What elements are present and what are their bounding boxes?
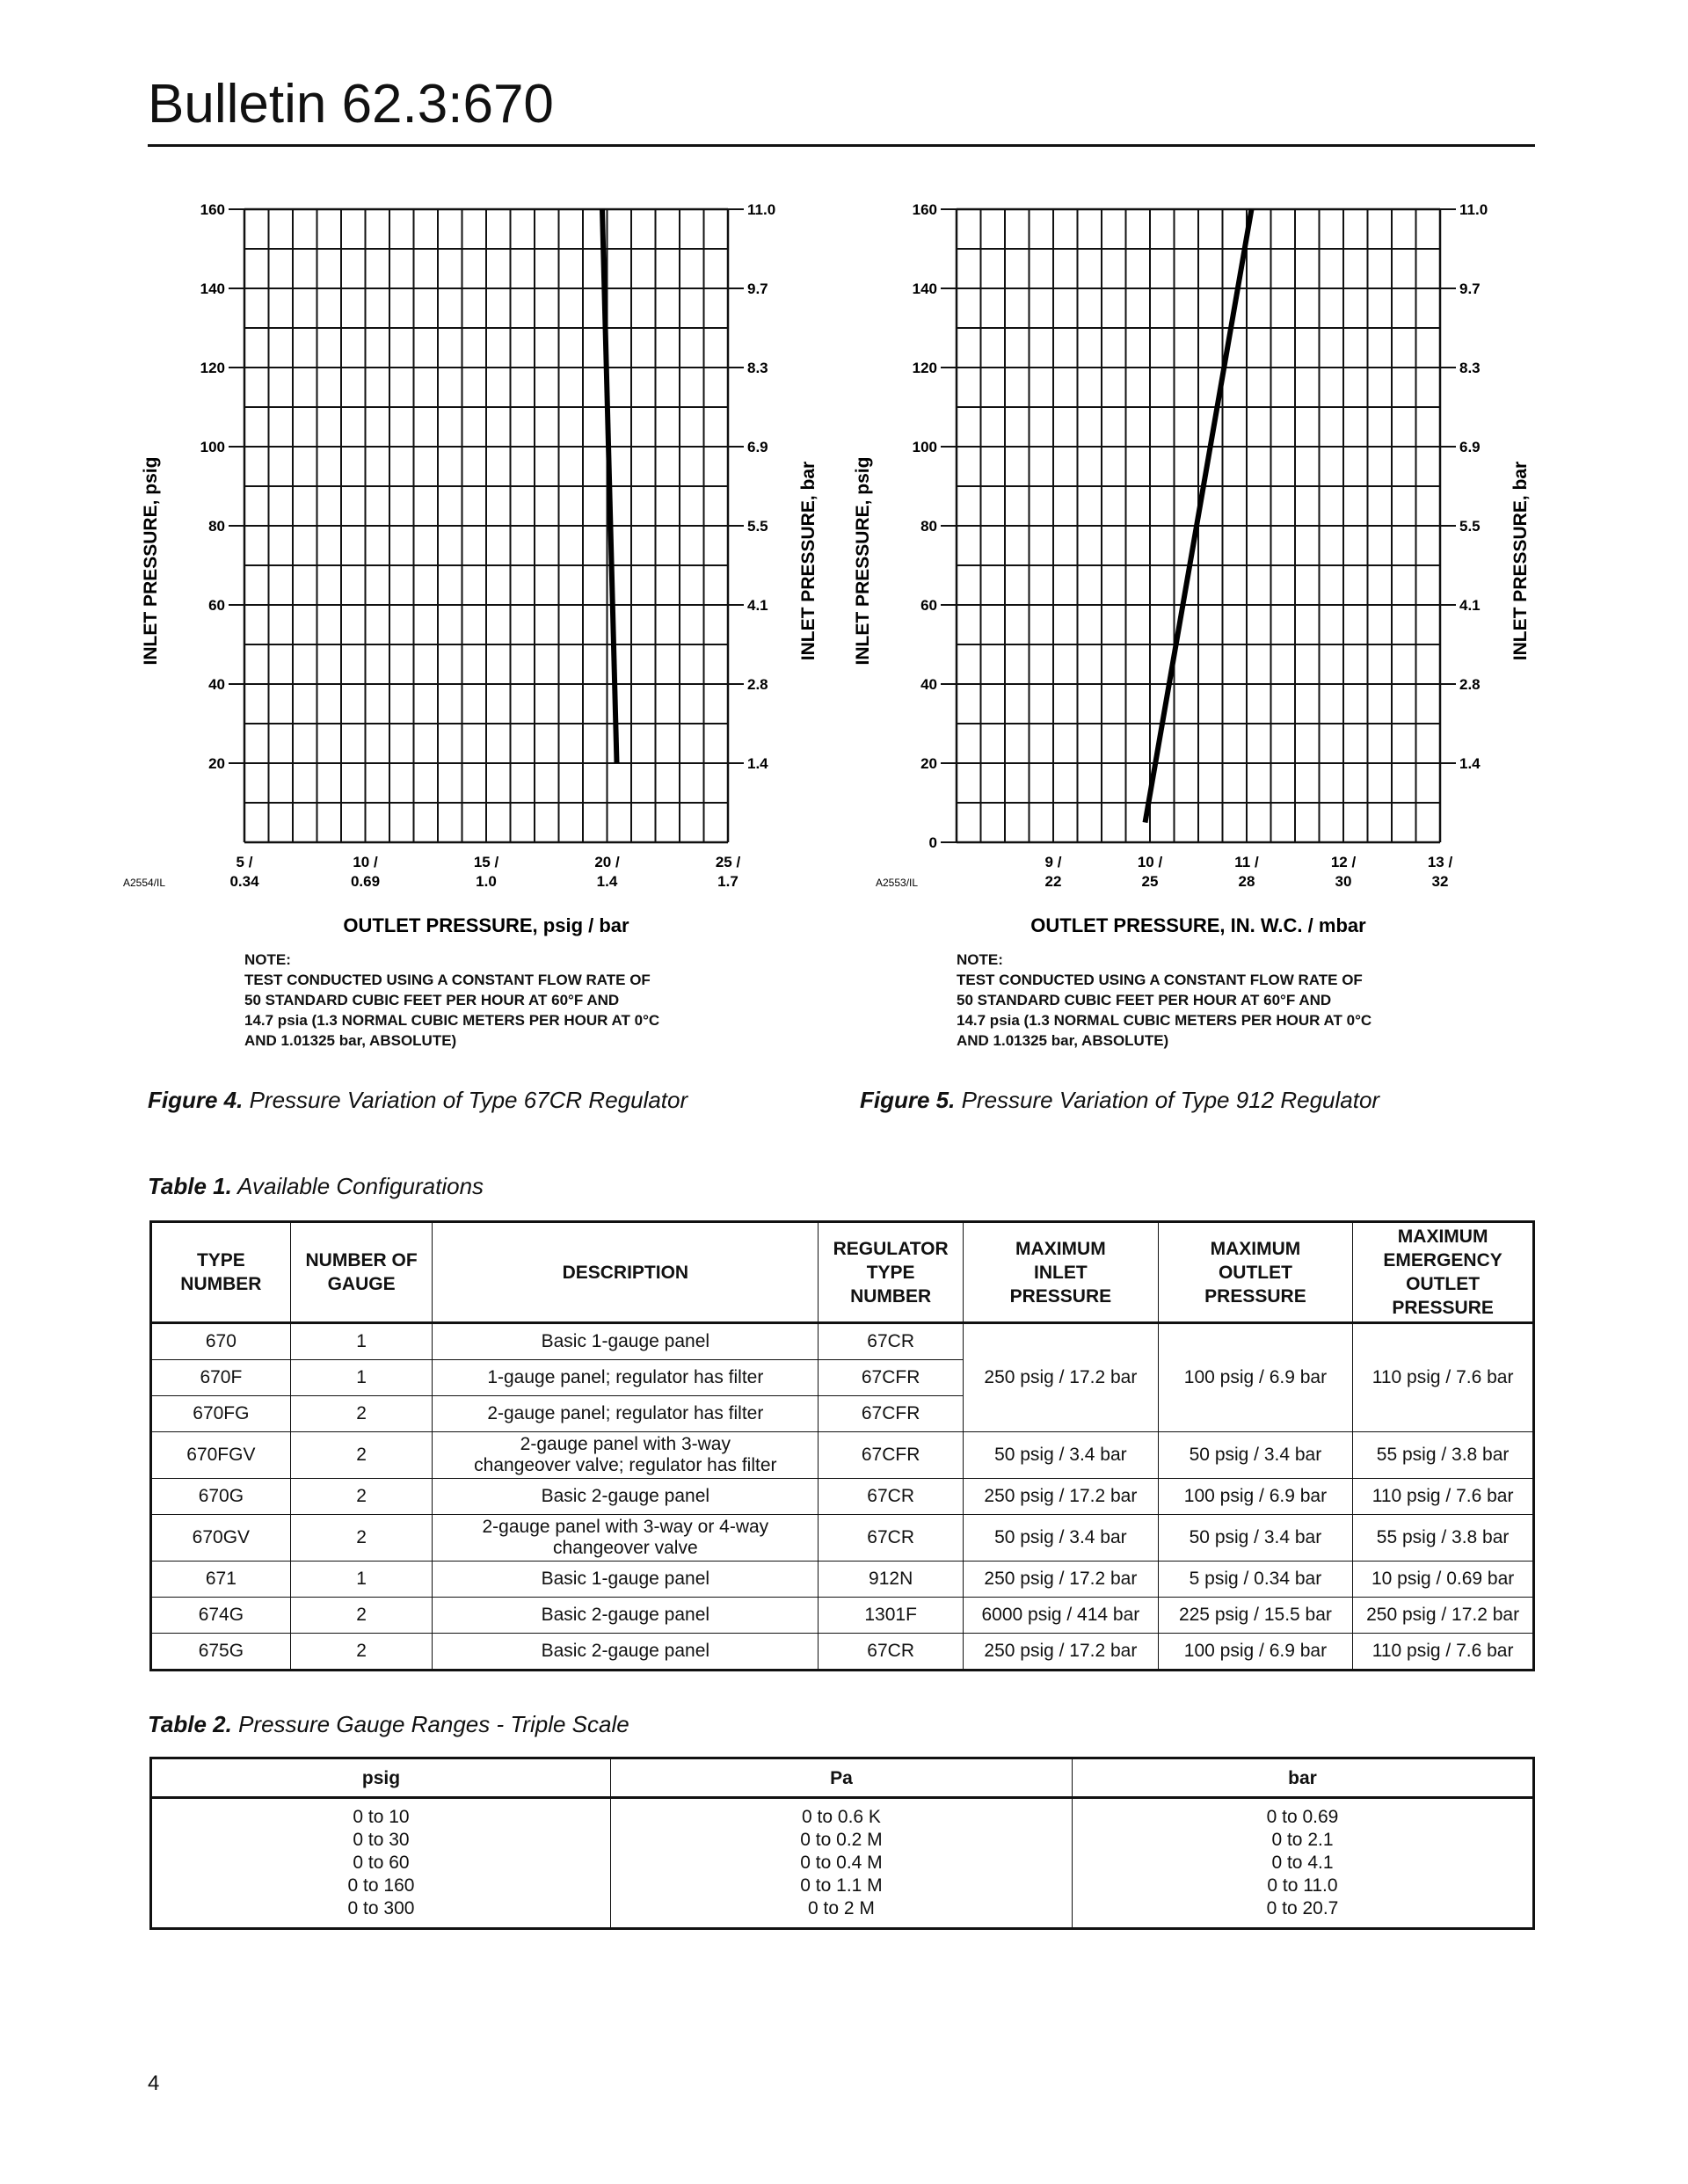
cell-regulator: 67CR [819,1634,964,1671]
cell-type: 670FGV [151,1432,291,1479]
header-description: DESCRIPTION [433,1222,819,1323]
y-tick-label-right: 9.7 [747,280,768,297]
cell-max-inlet: 250 psig / 17.2 bar [964,1323,1159,1432]
table-row [151,1323,1534,1360]
y-tick-label-left: 80 [920,518,937,535]
x-tick-label-primary: 10 / [353,854,378,870]
y-tick-label-left: 160 [200,201,225,218]
table-2-caption [148,1711,629,1738]
cell-description: Basic 2-gauge panel [433,1479,819,1515]
x-tick-label-secondary: 0.34 [229,873,259,890]
y-tick-label-left: 100 [912,439,937,455]
cell-max-inlet: 250 psig / 17.2 bar [964,1562,1159,1598]
cell-description: Basic 2-gauge panel [433,1634,819,1671]
cell-description: 2-gauge panel with 3-way changeover valve; regulator has filter [433,1432,819,1479]
cell-description: 2-gauge panel with 3-way or 4-way changeover valve [433,1515,819,1562]
header-bar: bar [1072,1758,1533,1798]
cell-gauges: 2 [290,1479,433,1515]
cell-max-inlet: 50 psig / 3.4 bar [964,1515,1159,1562]
cell-max-outlet: 225 psig / 15.5 bar [1158,1598,1353,1634]
table-row [151,1479,1534,1515]
cell-regulator: 912N [819,1562,964,1598]
cell-max-outlet: 5 psig / 0.34 bar [1158,1562,1353,1598]
y-tick-label-left: 40 [208,676,225,693]
cell-gauges: 1 [290,1562,433,1598]
y-tick-label-right: 4.1 [1459,597,1481,614]
y-tick-label-right: 8.3 [747,360,768,376]
cell-type: 670FG [151,1396,291,1432]
y-tick-label-right: 2.8 [747,676,768,693]
y-tick-label-left: 140 [912,280,937,297]
x-tick-label-primary: 5 / [236,854,253,870]
cell-gauges: 2 [290,1432,433,1479]
y-tick-label-right: 9.7 [1459,280,1481,297]
table-1-caption-text: Available Configurations [231,1173,484,1199]
y-tick-label-left: 160 [912,201,937,218]
y-axis-title-right: INLET PRESSURE, bar [1510,461,1531,661]
cell-max-emergency: 10 psig / 0.69 bar [1353,1562,1534,1598]
chart-figure-5 [835,176,1556,967]
cell-bar-ranges: 0 to 0.69 0 to 2.1 0 to 4.1 0 to 11.0 0 to 20.7 [1072,1798,1533,1929]
configurations-table [149,1220,1535,1671]
cell-type: 670G [151,1479,291,1515]
cell-max-emergency: 55 psig / 3.8 bar [1353,1432,1534,1479]
x-tick-label-primary: 9 / [1044,854,1062,870]
y-tick-label-right: 1.4 [747,755,768,772]
cell-description: 2-gauge panel; regulator has filter [433,1396,819,1432]
y-axis-title-right: INLET PRESSURE, bar [798,461,819,661]
cell-max-inlet: 50 psig / 3.4 bar [964,1432,1159,1479]
figure-5-caption-number: Figure 5. [860,1087,956,1113]
x-tick-label-primary: 12 / [1330,854,1357,870]
x-tick-label-secondary: 32 [1431,873,1449,890]
x-tick-label-secondary: 1.0 [476,873,497,890]
page-number: 4 [148,2071,160,2095]
title-rule [148,144,1535,147]
gauge-ranges-table [149,1757,1535,1930]
y-tick-label-left: 140 [200,280,225,297]
table-1-caption-number: Table 1. [148,1173,232,1199]
y-tick-label-left: 120 [912,360,937,376]
header-max-outlet: MAXIMUM OUTLET PRESSURE [1158,1222,1353,1323]
table-row [151,1562,1534,1598]
cell-type: 671 [151,1562,291,1598]
cell-max-emergency: 110 psig / 7.6 bar [1353,1479,1534,1515]
x-tick-label-secondary: 22 [1044,873,1062,890]
y-tick-label-left: 60 [920,597,937,614]
y-tick-label-right: 11.0 [747,201,776,218]
x-tick-label-primary: 11 / [1234,854,1259,870]
x-tick-label-secondary: 1.4 [596,873,618,890]
figure-code: A2554/IL [123,877,166,889]
x-axis-title: OUTLET PRESSURE, psig / bar [343,914,629,936]
x-tick-label-primary: 10 / [1137,854,1163,870]
header-number-of-gauge: NUMBER OF GAUGE [290,1222,433,1323]
cell-type: 675G [151,1634,291,1671]
cell-max-outlet: 100 psig / 6.9 bar [1158,1323,1353,1432]
cell-regulator: 1301F [819,1598,964,1634]
figure-5-caption [860,1087,1379,1114]
figure-4-caption-text: Pressure Variation of Type 67CR Regulator [243,1087,688,1113]
chart-figure-4 [123,176,844,967]
cell-max-inlet: 250 psig / 17.2 bar [964,1479,1159,1515]
header-regulator-type: REGULATOR TYPE NUMBER [819,1222,964,1323]
cell-pa-ranges: 0 to 0.6 K 0 to 0.2 M 0 to 0.4 M 0 to 1.1 M 0 to 2 M [611,1798,1073,1929]
cell-max-emergency: 55 psig / 3.8 bar [1353,1515,1534,1562]
y-tick-label-left: 20 [208,755,225,772]
cell-gauges: 2 [290,1396,433,1432]
table-row [151,1634,1534,1671]
table-row [151,1598,1534,1634]
cell-type: 670F [151,1360,291,1396]
cell-regulator: 67CR [819,1515,964,1562]
page-title: Bulletin 62.3:670 [148,74,554,135]
cell-description: Basic 1-gauge panel [433,1323,819,1360]
y-tick-label-right: 5.5 [1459,518,1481,535]
y-tick-label-right: 6.9 [747,439,768,455]
figure-4 [123,176,844,1090]
y-tick-label-right: 8.3 [1459,360,1481,376]
cell-max-emergency: 250 psig / 17.2 bar [1353,1598,1534,1634]
y-tick-label-right: 6.9 [1459,439,1481,455]
x-tick-label-secondary: 1.7 [717,873,738,890]
cell-description: 1-gauge panel; regulator has filter [433,1360,819,1396]
table-header-row [151,1758,1534,1798]
cell-max-emergency: 110 psig / 7.6 bar [1353,1323,1534,1432]
table-row [151,1798,1534,1929]
figure-4-caption [148,1087,688,1114]
cell-regulator: 67CFR [819,1360,964,1396]
y-tick-label-right: 2.8 [1459,676,1481,693]
cell-description: Basic 2-gauge panel [433,1598,819,1634]
table-2-caption-number: Table 2. [148,1711,232,1737]
x-tick-label-secondary: 30 [1335,873,1352,890]
table-2-caption-text: Pressure Gauge Ranges - Triple Scale [231,1711,629,1737]
figure-4-note: NOTE: TEST CONDUCTED USING A CONSTANT FLOW RATE OF 50 STANDARD CUBIC FEET PER HOUR AT 60°F AND 14.7 psia (1.3 NORMAL CUBIC METERS PER HOUR AT 0°C AND 1.01325 bar, ABSOLUTE) [244,951,660,1049]
cell-gauges: 1 [290,1360,433,1396]
y-tick-label-left: 80 [208,518,225,535]
y-tick-label-left: 120 [200,360,225,376]
x-tick-label-secondary: 28 [1238,873,1255,890]
x-tick-label-primary: 13 / [1427,854,1453,870]
x-tick-label-secondary: 25 [1141,873,1159,890]
cell-max-inlet: 250 psig / 17.2 bar [964,1634,1159,1671]
figure-4-caption-number: Figure 4. [148,1087,244,1113]
x-tick-label-primary: 15 / [473,854,499,870]
table-header-row [151,1222,1534,1323]
cell-psig-ranges: 0 to 10 0 to 30 0 to 60 0 to 160 0 to 300 [151,1798,611,1929]
header-max-emergency-outlet: MAXIMUM EMERGENCY OUTLET PRESSURE [1353,1222,1534,1323]
y-tick-label-left: 20 [920,755,937,772]
header-max-inlet: MAXIMUM INLET PRESSURE [964,1222,1159,1323]
figure-5-caption-text: Pressure Variation of Type 912 Regulator [955,1087,1380,1113]
figure-5-note: NOTE: TEST CONDUCTED USING A CONSTANT FLOW RATE OF 50 STANDARD CUBIC FEET PER HOUR AT 60°F AND 14.7 psia (1.3 NORMAL CUBIC METERS PER HOUR AT 0°C AND 1.01325 bar, ABSOLUTE) [957,951,1372,1049]
y-tick-label-right: 11.0 [1459,201,1488,218]
cell-gauges: 2 [290,1515,433,1562]
cell-regulator: 67CFR [819,1432,964,1479]
table-row [151,1432,1534,1479]
x-tick-label-secondary: 0.69 [350,873,381,890]
table-1-caption [148,1173,484,1200]
y-axis-title-left: INLET PRESSURE, psig [141,456,161,666]
y-tick-label-right: 4.1 [747,597,768,614]
cell-description: Basic 1-gauge panel [433,1562,819,1598]
y-tick-label-left: 100 [200,439,225,455]
cell-max-outlet: 50 psig / 3.4 bar [1158,1515,1353,1562]
figure-code: A2553/IL [876,877,919,889]
cell-gauges: 2 [290,1598,433,1634]
table-row [151,1515,1534,1562]
cell-max-emergency: 110 psig / 7.6 bar [1353,1634,1534,1671]
cell-max-inlet: 6000 psig / 414 bar [964,1598,1159,1634]
cell-max-outlet: 100 psig / 6.9 bar [1158,1479,1353,1515]
header-type-number: TYPE NUMBER [151,1222,291,1323]
cell-gauges: 2 [290,1634,433,1671]
x-axis-title: OUTLET PRESSURE, IN. W.C. / mbar [1030,914,1366,936]
y-tick-label-left: 0 [928,834,937,851]
y-tick-label-right: 5.5 [747,518,768,535]
cell-type: 674G [151,1598,291,1634]
y-axis-title-left: INLET PRESSURE, psig [853,456,873,666]
y-tick-label-right: 1.4 [1459,755,1481,772]
cell-regulator: 67CR [819,1323,964,1360]
x-tick-label-primary: 20 / [594,854,620,870]
y-tick-label-left: 60 [208,597,225,614]
cell-max-outlet: 50 psig / 3.4 bar [1158,1432,1353,1479]
cell-gauges: 1 [290,1323,433,1360]
cell-max-outlet: 100 psig / 6.9 bar [1158,1634,1353,1671]
header-pa: Pa [611,1758,1073,1798]
cell-type: 670 [151,1323,291,1360]
cell-type: 670GV [151,1515,291,1562]
cell-regulator: 67CFR [819,1396,964,1432]
cell-regulator: 67CR [819,1479,964,1515]
header-psig: psig [151,1758,611,1798]
y-tick-label-left: 40 [920,676,937,693]
figure-5 [835,176,1556,1090]
x-tick-label-primary: 25 / [715,854,741,870]
